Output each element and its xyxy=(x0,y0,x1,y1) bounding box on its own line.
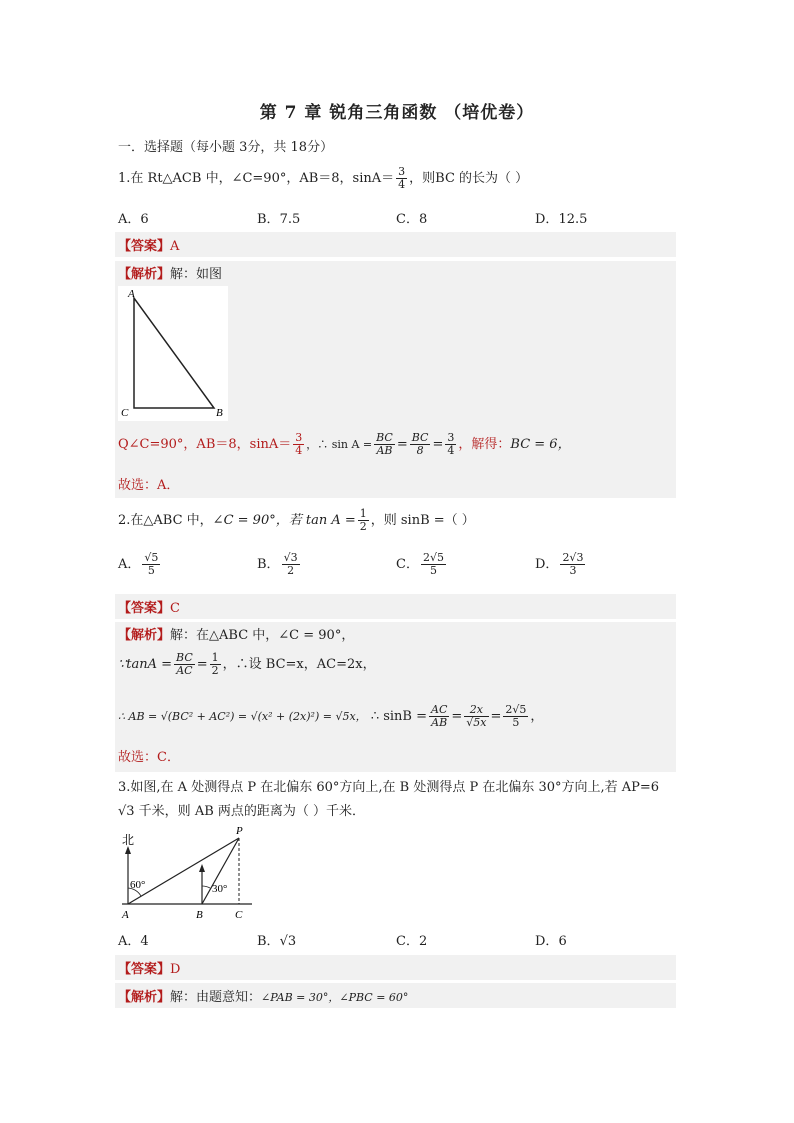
q2-option-a: A． $\frac{√5}{5}$ xyxy=(118,551,159,577)
q1-choose: 故选：A． xyxy=(118,478,180,493)
point-a-label: A xyxy=(122,909,129,921)
sol-frac-2: $\frac{BC}{AB}$ xyxy=(376,431,393,457)
q2-option-c: C． $\frac{2√5}{5}$ xyxy=(396,551,444,577)
north-arrowhead-a xyxy=(125,846,131,854)
north-arrowhead-b xyxy=(199,864,205,872)
q3-option-d: D．6 xyxy=(535,934,567,949)
q3-option-c: C．2 xyxy=(396,934,428,949)
q3-option-a: A．4 xyxy=(118,934,149,949)
q1-option-b: B．7.5 xyxy=(257,212,301,227)
q2-option-c-frac: $\frac{2√5}{5}$ xyxy=(422,551,444,577)
q1-stem-fraction: $\frac{3}{4}$ xyxy=(398,165,406,191)
point-c-label: C xyxy=(235,909,243,921)
q2-option-d-frac: $\frac{2√3}{3}$ xyxy=(562,551,584,577)
q1-stem: 1.在 Rt△ACB 中，∠C=90°，AB＝8，sinA＝ $\frac{3}{4}$ ，则BC 的长为（ ） xyxy=(118,165,529,191)
q1-triangle-figure xyxy=(118,286,228,421)
q1-solution-line: Q∠C=90°，AB＝8，sinA＝ $\frac{3}{4}$ ，∴ sin A = $\frac{BC}{AB}$ = $\frac{BC}{8}$ = $\frac{3}{4}$ ，解得：BC = 6， xyxy=(118,431,571,457)
q2-stem: 2.在△ABC 中，∠C = 90°，若 tan A = $\frac{1}{2}$ ，则 sinB =（ ） xyxy=(118,507,475,533)
q2-solution-line-2: ∴ AB = √(BC² + AC²) = √(x² + (2x)²) = √5x， ∴ sinB = $\frac{AC}{AB}$ = $\frac{2x}{√5x}$ = $\frac{2√5}{5}$ ， xyxy=(118,703,544,729)
q2-analysis: 【解析】解：在△ABC 中，∠C = 90°， xyxy=(118,628,355,643)
q3-stem-line-2: √3 千米，则 AB 两点的距离为（ ）千米． xyxy=(118,804,366,819)
q2-l2-frac-2: $\frac{2x}{√5x}$ xyxy=(466,703,487,729)
q2-choose: 故选：C． xyxy=(118,750,180,765)
q2-option-b: B． $\frac{√3}{2}$ xyxy=(257,551,298,577)
q2-option-b-frac: $\frac{√3}{2}$ xyxy=(283,551,298,577)
q2-l1-frac-2: $\frac{1}{2}$ xyxy=(211,651,219,677)
q2-option-d: D． $\frac{2√3}{3}$ xyxy=(535,551,584,577)
point-p-label: P xyxy=(236,825,243,837)
vertex-c-label: C xyxy=(121,407,129,419)
vertex-b-label: B xyxy=(216,407,223,419)
q3-direction-figure xyxy=(116,822,256,922)
q2-l1-frac-1: $\frac{BC}{AC}$ xyxy=(176,651,193,677)
angle-60-label: 60° xyxy=(130,879,146,891)
sol-frac-4: $\frac{3}{4}$ xyxy=(447,431,455,457)
angle-30-label: 30° xyxy=(212,883,228,895)
q2-l2-frac-1: $\frac{AC}{AB}$ xyxy=(431,703,448,729)
q1-option-c: C．8 xyxy=(396,212,428,227)
point-b-label: B xyxy=(196,909,203,921)
q3-answer-band xyxy=(115,955,676,980)
q3-answer: 【答案】D xyxy=(118,962,181,977)
sol-frac-1: $\frac{3}{4}$ xyxy=(295,431,303,457)
q1-option-d: D．12.5 xyxy=(535,212,588,227)
north-label: 北 xyxy=(122,833,135,847)
q3-option-b: B．√3 xyxy=(257,934,297,949)
q2-l2-frac-3: $\frac{2√5}{5}$ xyxy=(505,703,527,729)
sol-frac-3: $\frac{BC}{8}$ xyxy=(411,431,429,457)
q1-analysis: 【解析】解：如图 xyxy=(118,267,223,282)
q2-analysis-band xyxy=(115,622,676,772)
q3-analysis: 【解析】解：由题意知：∠PAB = 30°，∠PBC = 60° xyxy=(118,990,409,1005)
q1-answer-band xyxy=(115,232,676,257)
section-heading: 一．选择题（每小题 3分，共 18分） xyxy=(118,140,334,155)
q2-option-a-frac: $\frac{√5}{5}$ xyxy=(144,551,159,577)
q3-stem-line-1: 3.如图,在 A 处测得点 P 在北偏东 60°方向上,在 B 处测得点 P 在北偏东 30°方向上,若 AP=6 xyxy=(118,780,660,795)
q2-answer-band xyxy=(115,594,676,619)
page-title: 第 7 章 锐角三角函数 （培优卷） xyxy=(259,103,535,123)
q2-answer: 【答案】C xyxy=(118,601,180,616)
q1-answer: 【答案】A xyxy=(118,239,180,254)
vertex-a-label: A xyxy=(128,288,135,300)
q1-option-a: A．6 xyxy=(118,212,149,227)
triangle-acb xyxy=(134,298,214,408)
q2-solution-line-1: ∵tanA = $\frac{BC}{AC}$ = $\frac{1}{2}$ ，∴设 BC=x，AC=2x， xyxy=(118,651,376,677)
angle-arc-30 xyxy=(202,886,210,888)
q2-stem-fraction: $\frac{1}{2}$ xyxy=(359,507,367,533)
